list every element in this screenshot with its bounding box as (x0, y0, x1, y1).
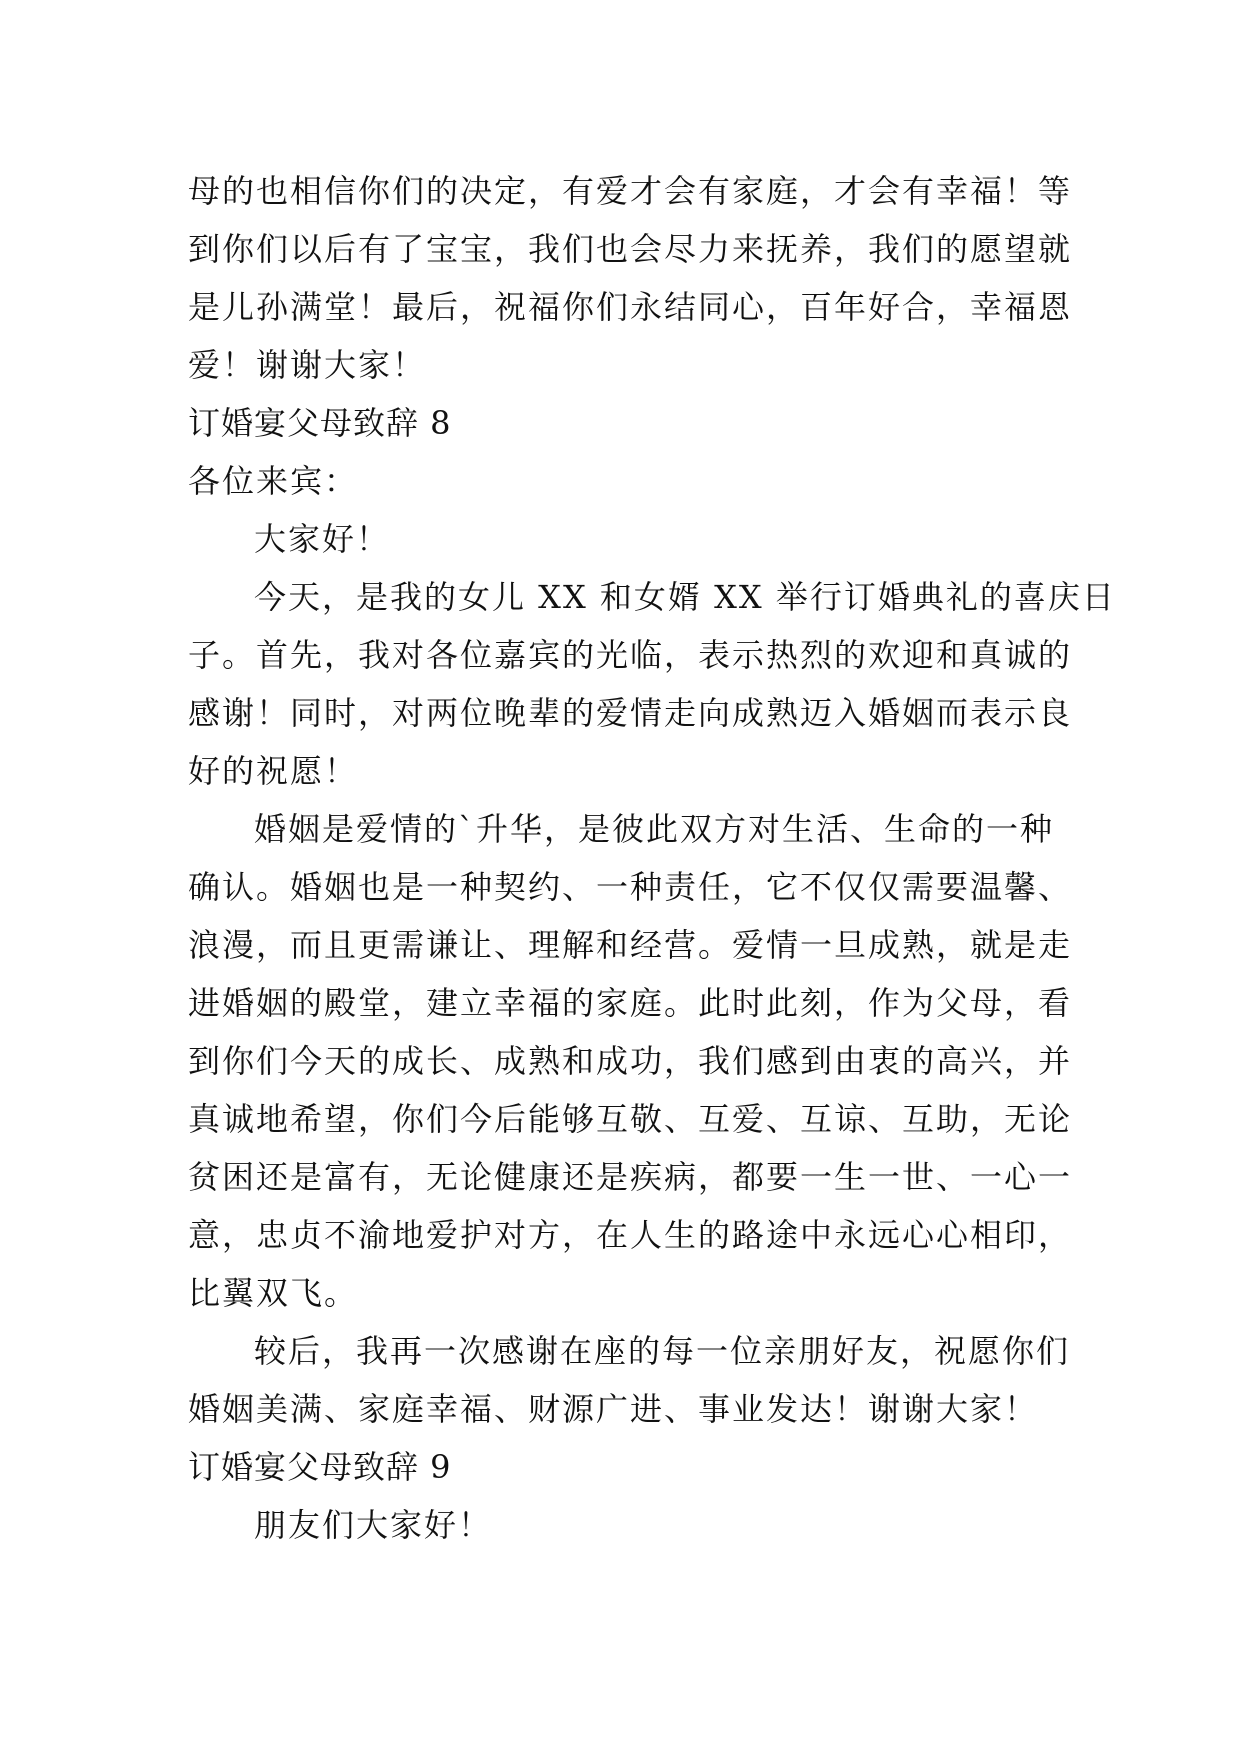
greeting-line: 大家好！ (254, 520, 391, 558)
paragraph-line: 婚姻美满、家庭幸福、财源广进、事业发达！谢谢大家！ (188, 1390, 1039, 1428)
greeting-line: 朋友们大家好！ (254, 1506, 493, 1544)
paragraph-line: 好的祝愿！ (188, 752, 359, 790)
paragraph-line: 子。首先，我对各位嘉宾的光临，表示热烈的欢迎和真诚的 (188, 636, 1073, 674)
paragraph-line: 是儿孙满堂！最后，祝福你们永结同心，百年好合，幸福恩 (188, 288, 1073, 326)
section-heading-9: 订婚宴父母致辞 9 (188, 1448, 452, 1486)
document-body (188, 162, 1116, 1554)
paragraph-line: 确认。婚姻也是一种契约、一种责任，它不仅仅需要温馨、 (188, 868, 1073, 906)
paragraph-line: 真诚地希望，你们今后能够互敬、互爱、互谅、互助，无论 (188, 1100, 1073, 1138)
paragraph-line: 到你们以后有了宝宝，我们也会尽力来抚养，我们的愿望就 (188, 230, 1073, 268)
paragraph-line: 浪漫，而且更需谦让、理解和经营。爱情一旦成熟，就是走 (188, 926, 1073, 964)
salutation: 各位来宾： (188, 462, 359, 500)
paragraph-line: 到你们今天的成长、成熟和成功，我们感到由衷的高兴，并 (188, 1042, 1073, 1080)
paragraph-line: 进婚姻的殿堂，建立幸福的家庭。此时此刻，作为父母，看 (188, 984, 1073, 1022)
paragraph-line: 母的也相信你们的决定，有爱才会有家庭，才会有幸福！等 (188, 172, 1073, 210)
paragraph-line: 意，忠贞不渝地爱护对方，在人生的路途中永远心心相印， (188, 1216, 1073, 1254)
paragraph-line: 比翼双飞。 (188, 1274, 359, 1312)
paragraph-line: 婚姻是爱情的`升华，是彼此双方对生活、生命的一种 (254, 810, 1055, 848)
paragraph-line: 今天，是我的女儿 XX 和女婿 XX 举行订婚典礼的喜庆日 (254, 578, 1116, 616)
paragraph-line: 感谢！同时，对两位晚辈的爱情走向成熟迈入婚姻而表示良 (188, 694, 1073, 732)
paragraph-line: 较后，我再一次感谢在座的每一位亲朋好友，祝愿你们 (254, 1332, 1071, 1370)
paragraph-line: 贫困还是富有，无论健康还是疾病，都要一生一世、一心一 (188, 1158, 1073, 1196)
paragraph-line: 爱！谢谢大家！ (188, 346, 427, 384)
section-heading-8: 订婚宴父母致辞 8 (188, 404, 452, 442)
